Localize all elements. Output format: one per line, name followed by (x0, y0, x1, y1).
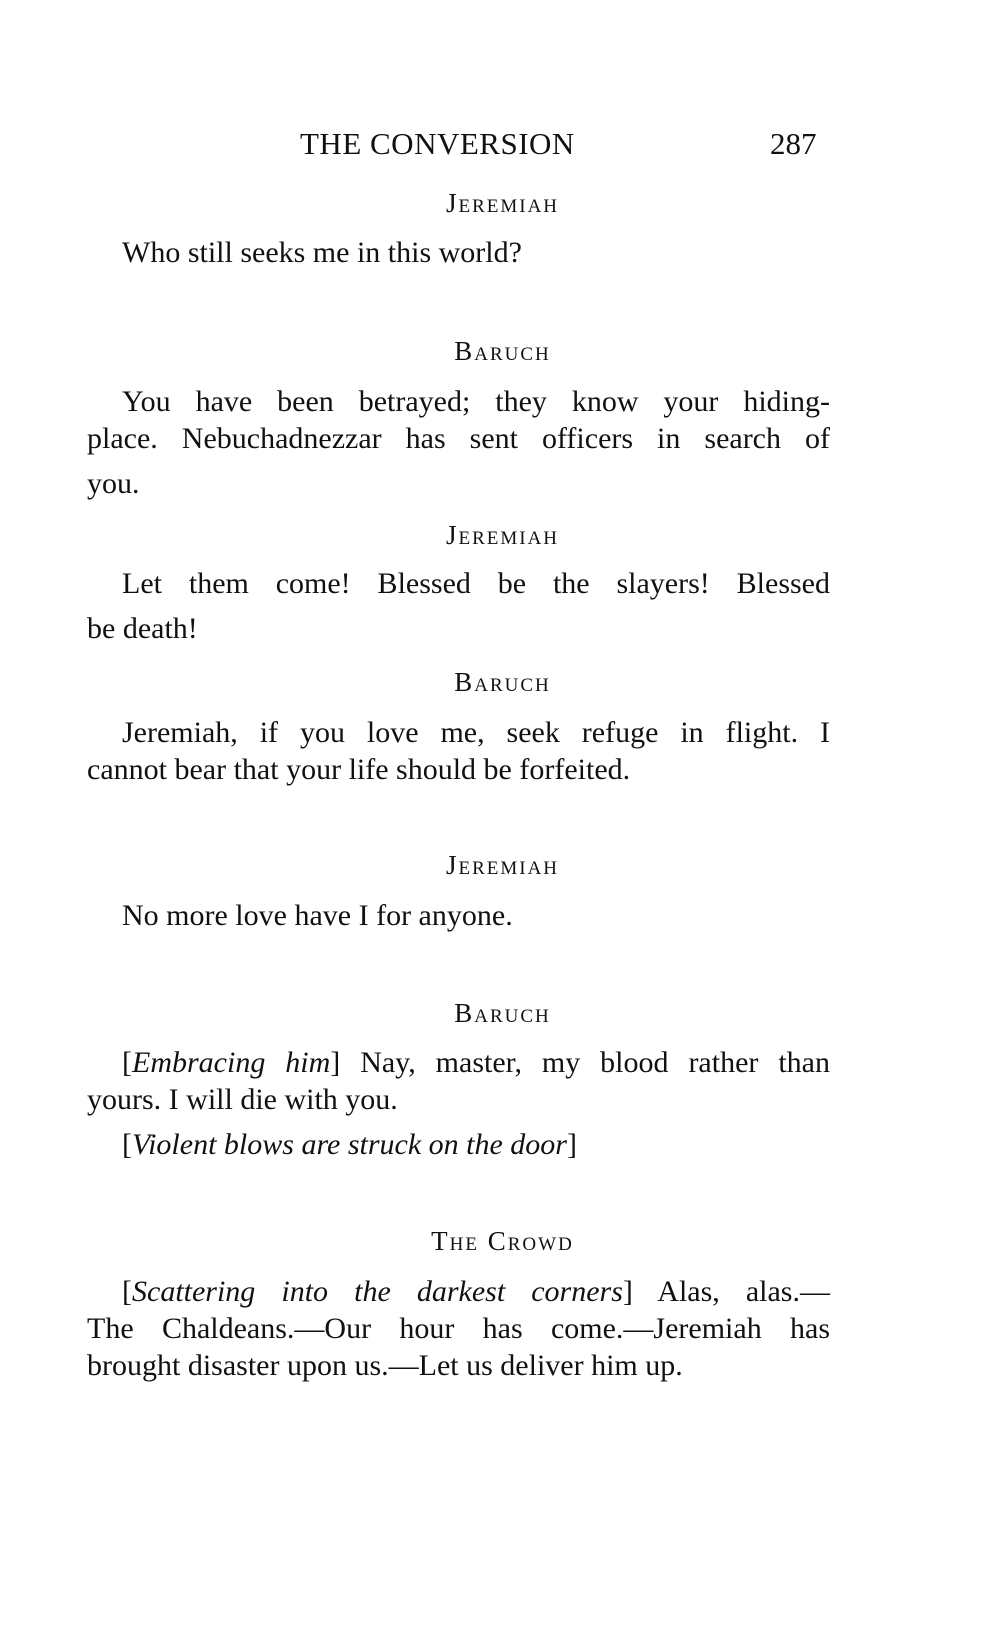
stage-direction-line (87, 1126, 830, 1163)
speech-paragraph (87, 234, 830, 271)
speech-line: Let them come! Blessed be the slayers! Blessed (122, 567, 830, 600)
speaker-name: Baruch (454, 667, 551, 697)
speech-line: You have been betrayed; they know your hiding- (122, 385, 830, 418)
bracket-open: [ (122, 1275, 132, 1308)
speaker-name: Jeremiah (445, 850, 560, 880)
bracket-close: ] (330, 1046, 361, 1079)
speech-line: The Chaldeans.—Our hour has come.—Jeremiah has (87, 1312, 830, 1345)
speech-paragraph (87, 897, 830, 934)
speech-line: Jeremiah, if you love me, seek refuge in flight. I (122, 716, 830, 749)
speaker-name: Baruch (454, 998, 551, 1028)
bracket-close: ] (622, 1275, 658, 1308)
speech-line: brought disaster upon us.—Let us deliver him up. (87, 1349, 683, 1382)
stage-direction-paragraph (87, 1126, 830, 1163)
speech-line: be death! (87, 612, 198, 645)
speech-paragraph (87, 714, 830, 788)
bracket-open: [ (122, 1046, 132, 1079)
speech-line (87, 1273, 830, 1310)
bracket-close: ] (566, 1128, 577, 1161)
bracket-open: [ (122, 1128, 132, 1161)
running-title: THE CONVERSION (300, 126, 575, 161)
speech-line: place. Nebuchadnezzar has sent officers in search of (87, 422, 830, 455)
speech-paragraph (87, 1273, 830, 1384)
speech-line: Who still seeks me in this world? (122, 236, 522, 269)
speaker-name: Baruch (454, 336, 551, 366)
speech-line: you. (87, 467, 140, 500)
speech-paragraph (87, 565, 830, 647)
speech-text: Alas, alas.— (657, 1275, 830, 1308)
page-number: 287 (770, 126, 817, 161)
speech-paragraph (87, 1044, 830, 1118)
speaker-name: Jeremiah (445, 188, 560, 218)
speech-line (87, 1044, 830, 1081)
speaker-name: Jeremiah (445, 520, 560, 550)
speech-text: Nay, master, my blood rather than (360, 1046, 830, 1079)
speech-paragraph (87, 383, 830, 502)
stage-direction-inline: Scattering into the darkest corners (132, 1275, 623, 1308)
speech-line: yours. I will die with you. (87, 1083, 398, 1116)
running-head (0, 126, 1005, 166)
speech-line: cannot bear that your life should be forfeited. (87, 753, 631, 786)
speaker-name: The Crowd (431, 1226, 574, 1256)
speech-line: No more love have I for anyone. (122, 899, 513, 932)
stage-direction-inline: Embracing him (132, 1046, 331, 1079)
stage-direction: Violent blows are struck on the door (132, 1128, 567, 1161)
